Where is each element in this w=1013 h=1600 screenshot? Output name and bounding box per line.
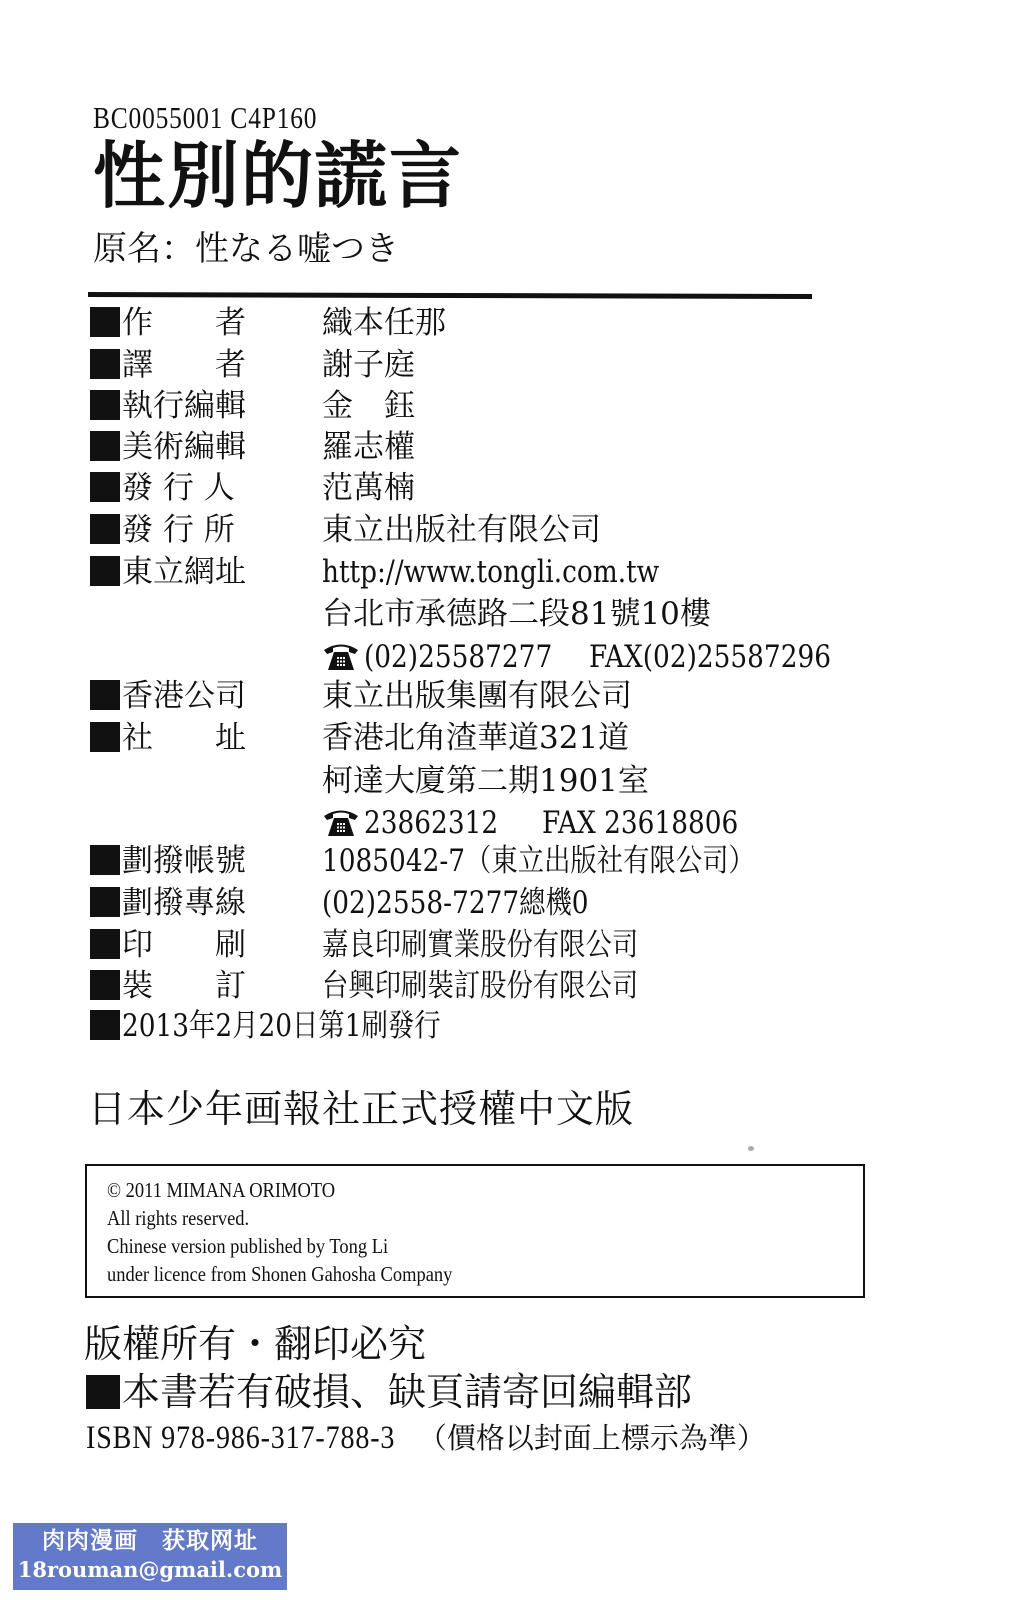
book-code: BC0055001 C4P160 xyxy=(93,100,318,135)
hk-fax: FAX 23618806 xyxy=(541,805,739,841)
credit-value: (02)2558-7277總機0 xyxy=(322,885,589,921)
bullet-square-icon xyxy=(90,514,120,544)
bullet-square-icon xyxy=(90,390,120,420)
bullet-square-icon xyxy=(90,680,120,710)
price-note: （價格以封面上標示為準） xyxy=(417,1421,766,1455)
bullet-square-icon xyxy=(90,349,120,379)
bullet-square-icon xyxy=(86,1375,120,1409)
print-date: 2013年2月20日第1刷發行 xyxy=(122,1008,441,1044)
hk-contact xyxy=(322,802,773,844)
hk-company-row xyxy=(90,675,632,717)
print-date-row xyxy=(90,1005,497,1047)
credit-value: 謝子庭 xyxy=(322,347,415,383)
credit-row-binder xyxy=(90,965,639,1007)
damage-notice-text: 本書若有破損、缺頁請寄回編輯部 xyxy=(122,1370,693,1414)
credit-row-art-editor xyxy=(90,426,415,468)
credit-label: 發 行 所 xyxy=(122,512,235,548)
credit-row-website xyxy=(90,551,660,593)
bullet-square-icon xyxy=(90,887,120,917)
credit-label: 劃撥帳號 xyxy=(122,843,246,879)
bullet-square-icon xyxy=(90,431,120,461)
bullet-square-icon xyxy=(90,722,120,752)
hk-address-line2: 柯達大廈第二期1901室 xyxy=(322,763,649,799)
licensed-edition: 日本少年画報社正式授權中文版 xyxy=(88,1087,635,1131)
rights-notice: 版權所有・翻印必究 xyxy=(84,1322,427,1366)
scan-speck xyxy=(748,1146,754,1151)
hk-phone: 23862312 xyxy=(364,805,499,841)
damage-notice xyxy=(86,1370,693,1414)
credit-row-publishing-house xyxy=(90,509,601,551)
credit-value: 東立出版集團有限公司 xyxy=(322,678,632,714)
publisher-line: Chinese version published by Tong Li xyxy=(107,1234,389,1258)
watermark-banner xyxy=(13,1523,287,1590)
credit-value: 羅志權 xyxy=(322,429,415,465)
credit-row-exec-editor xyxy=(90,385,415,427)
title-divider xyxy=(88,292,812,299)
credit-label: 執行編輯 xyxy=(122,388,246,424)
credit-value: 嘉良印刷實業股份有限公司 xyxy=(322,927,639,963)
credit-label: 印 刷 xyxy=(122,927,246,963)
credit-value: 金 鈺 xyxy=(322,388,415,424)
credit-value: 東立出版社有限公司 xyxy=(322,512,601,548)
credit-label: 社 址 xyxy=(122,720,246,756)
credit-label: 美術編輯 xyxy=(122,429,246,465)
website-link: http://www.tongli.com.tw xyxy=(322,554,660,590)
bullet-square-icon xyxy=(90,929,120,959)
credit-row-author xyxy=(90,302,446,344)
licence-line: under licence from Shonen Gahosha Company xyxy=(107,1262,453,1286)
credit-row-printer xyxy=(90,924,639,966)
taipei-phone: (02)25587277 xyxy=(364,639,553,675)
credit-value: 香港北角渣華道321道 xyxy=(322,720,630,756)
credit-value: 織本任那 xyxy=(322,305,446,341)
book-title: 性別的謊言 xyxy=(93,133,464,218)
credit-value: 范萬楠 xyxy=(322,470,415,506)
isbn-line xyxy=(86,1420,766,1455)
bullet-square-icon xyxy=(90,307,120,337)
copyright-line: © 2011 MIMANA ORIMOTO xyxy=(107,1178,336,1202)
credit-label: 東立網址 xyxy=(122,554,246,590)
credit-label: 作 者 xyxy=(122,305,246,341)
original-title: 原名：性なる嘘つき xyxy=(93,229,399,269)
credit-row-translator xyxy=(90,344,415,386)
bullet-square-icon xyxy=(90,1010,120,1040)
bullet-square-icon xyxy=(90,970,120,1000)
credit-label: 香港公司 xyxy=(122,678,246,714)
taipei-contact xyxy=(322,636,874,678)
isbn-number: ISBN 978-986-317-788-3 xyxy=(86,1420,396,1456)
taipei-fax: FAX(02)25587296 xyxy=(589,639,832,675)
telephone-icon xyxy=(322,807,360,837)
credit-row-postal-line xyxy=(90,882,589,924)
watermark-title: 肉肉漫画 获取网址 xyxy=(42,1528,258,1554)
watermark-email: 18rouman@gmail.com xyxy=(17,1557,283,1582)
taipei-address: 台北市承德路二段81號10樓 xyxy=(322,596,711,632)
bullet-square-icon xyxy=(90,472,120,502)
credit-label: 裝 訂 xyxy=(122,968,246,1004)
copyright-box xyxy=(85,1164,865,1298)
credit-value: 台興印刷裝訂股份有限公司 xyxy=(322,968,639,1004)
credit-row-publisher xyxy=(90,467,415,509)
hk-address-row xyxy=(90,717,630,759)
credit-label: 劃撥專線 xyxy=(122,885,246,921)
credit-label: 譯 者 xyxy=(122,347,246,383)
rights-reserved-line: All rights reserved. xyxy=(107,1206,250,1230)
telephone-icon xyxy=(322,641,360,671)
bullet-square-icon xyxy=(90,845,120,875)
credit-value: 1085042-7（東立出版社有限公司） xyxy=(322,843,755,879)
credit-row-postal-account xyxy=(90,840,755,882)
bullet-square-icon xyxy=(90,556,120,586)
credit-label: 發 行 人 xyxy=(122,470,235,506)
